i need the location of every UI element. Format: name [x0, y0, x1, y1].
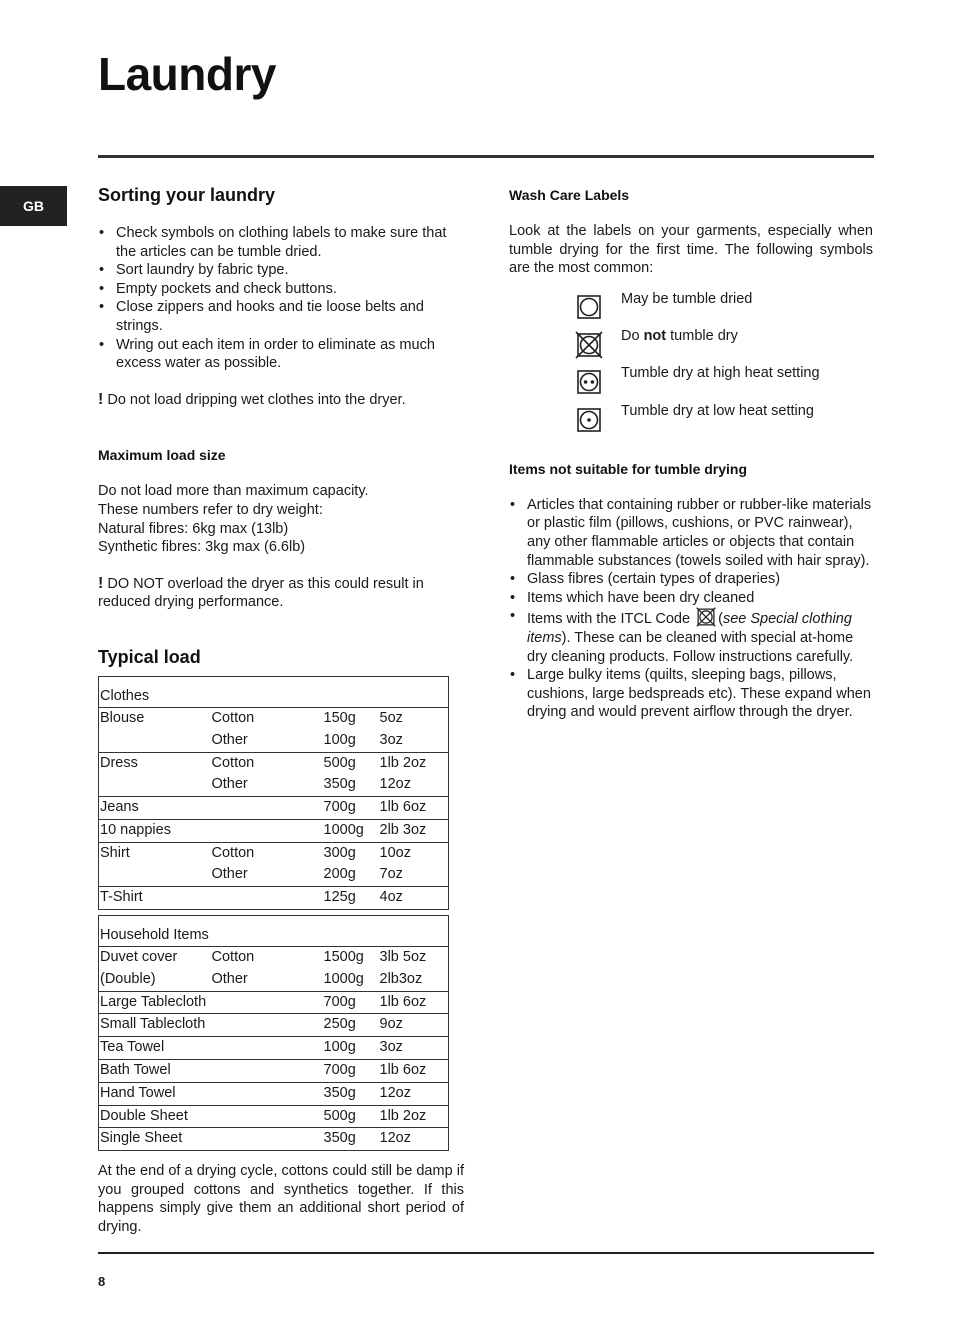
fabric-cell: Other — [211, 866, 248, 883]
clothes-table — [98, 676, 449, 910]
ounces-cell: 5oz — [379, 707, 449, 729]
max-load-line: Do not load more than maximum capacity. — [98, 483, 369, 500]
wash-care-heading: Wash Care Labels — [509, 187, 630, 203]
typical-load-heading: Typical load — [98, 646, 201, 667]
symbol-row — [509, 402, 873, 432]
fabric-cell: Cotton — [211, 842, 323, 864]
ounces-cell: 1lb 6oz — [379, 991, 449, 1014]
wash-care-symbols — [509, 290, 873, 440]
warning-mark: ! — [98, 390, 104, 408]
item-cell: Double Sheet — [99, 1105, 211, 1128]
fabric-cell — [211, 1105, 323, 1128]
item-cell — [99, 730, 211, 752]
list-item: • Empty pockets and check buttons. — [98, 280, 464, 299]
table-row — [99, 1060, 449, 1083]
grams-cell: 100g — [323, 1037, 379, 1060]
item-cell: T-Shirt — [99, 887, 211, 910]
list-item — [509, 607, 873, 666]
symbol-label-post: tumble dry — [666, 327, 738, 344]
grams-cell: 300g — [323, 842, 379, 864]
ounces-cell: 4oz — [379, 887, 449, 910]
ounces-cell: 1lb 2oz — [379, 752, 449, 774]
item-cell — [99, 774, 211, 796]
fabric-cell — [211, 1082, 323, 1105]
page-number: 8 — [98, 1274, 106, 1289]
symbol-label — [621, 327, 738, 346]
item-cell: Blouse — [99, 707, 211, 729]
ounces-cell: 12oz — [379, 776, 411, 793]
itcl-paren: ( — [718, 611, 723, 628]
fabric-cell — [211, 797, 323, 820]
header-divider — [98, 155, 874, 158]
table-row — [99, 752, 449, 774]
ounces-cell: 10oz — [379, 842, 449, 864]
page-title: Laundry — [98, 48, 276, 100]
item-cell: (Double) — [100, 970, 156, 987]
ounces-cell: 12oz — [379, 1128, 449, 1151]
itcl-code-icon — [696, 607, 716, 627]
table-row — [99, 1014, 449, 1037]
item-cell: Duvet cover — [99, 947, 211, 969]
fabric-cell — [211, 1014, 323, 1037]
tumble-dry-icon — [577, 295, 601, 319]
max-load-heading: Maximum load size — [98, 447, 226, 464]
item-cell: Tea Towel — [99, 1037, 211, 1060]
ounces-cell: 3oz — [379, 1037, 449, 1060]
table-row — [99, 774, 449, 796]
item-cell: Bath Towel — [99, 1060, 211, 1083]
grams-cell: 100g — [323, 731, 356, 748]
fabric-cell: Cotton — [211, 707, 323, 729]
table-row — [99, 707, 449, 729]
table-row — [99, 797, 449, 820]
symbol-row — [509, 290, 873, 320]
fabric-cell — [211, 887, 323, 910]
table-row — [99, 864, 449, 886]
grams-cell: 700g — [323, 991, 379, 1014]
ounces-cell: 9oz — [379, 1014, 449, 1037]
item-cell: Shirt — [99, 842, 211, 864]
max-load-line: These numbers refer to dry weight: — [98, 501, 323, 518]
footer-divider — [98, 1252, 874, 1254]
fabric-cell: Other — [211, 970, 248, 987]
list-item: • Large bulky items (quilts, sleeping bags, pillows, cushions, large bedspreads etc). These expand when drying and would prevent airflow through the dryer. — [509, 666, 873, 722]
symbol-row — [509, 364, 873, 394]
table-row — [99, 1037, 449, 1060]
table-header-row — [99, 916, 449, 947]
table-row — [99, 842, 449, 864]
sorting-warning-text: Do not load dripping wet clothes into the dryer. — [107, 391, 406, 408]
item-cell: Jeans — [99, 797, 211, 820]
tumble-dry-high-heat-icon — [577, 370, 601, 394]
grams-cell: 500g — [323, 1105, 379, 1128]
max-load-warning-text: DO NOT overload the dryer as this could result in reduced drying performance. — [98, 575, 424, 611]
sorting-list — [98, 224, 464, 373]
clothes-table-header: Clothes — [100, 687, 150, 704]
ounces-cell: 3oz — [379, 731, 403, 748]
max-load-warning — [98, 575, 464, 612]
fabric-cell: Other — [211, 776, 248, 793]
symbol-label: Tumble dry at high heat setting — [621, 364, 820, 381]
fabric-cell: Cotton — [211, 947, 323, 969]
list-item: • Glass fibres (certain types of draperies) — [509, 570, 873, 589]
sorting-heading: Sorting your laundry — [98, 185, 276, 205]
list-item: • Wring out each item in order to eliminate as much excess water as possible. — [98, 336, 464, 373]
table-row — [99, 991, 449, 1014]
itcl-see-special: see Special clothing items — [527, 611, 852, 646]
grams-cell: 150g — [323, 707, 379, 729]
list-item: • Articles that containing rubber or rubber-like materials or plastic film (pillows, cushions, or PVC rainwear), any other flammable articles or objects that contain flammable substances (towels soiled with hair spray). — [509, 496, 873, 570]
item-cell: Small Tablecloth — [99, 1014, 211, 1037]
max-load-text — [98, 482, 464, 556]
fabric-cell — [211, 819, 323, 842]
table-row — [99, 969, 449, 991]
item-cell: Dress — [99, 752, 211, 774]
table-row — [99, 1105, 449, 1128]
table-row — [99, 1128, 449, 1151]
fabric-cell: Cotton — [211, 752, 323, 774]
max-load-line: Natural fibres: 6kg max (13lb) — [98, 520, 289, 537]
household-table — [98, 915, 449, 1151]
sorting-warning — [98, 391, 464, 410]
ounces-cell: 12oz — [379, 1082, 449, 1105]
table-row — [99, 887, 449, 910]
warning-mark: ! — [98, 574, 104, 592]
symbol-label-bold: not — [643, 327, 667, 344]
item-cell: Single Sheet — [99, 1128, 211, 1151]
grams-cell: 350g — [323, 1082, 379, 1105]
item-cell: 10 nappies — [99, 819, 211, 842]
grams-cell: 1000g — [323, 970, 364, 987]
ounces-cell: 1lb 6oz — [379, 797, 449, 820]
ounces-cell: 1lb 2oz — [379, 1105, 449, 1128]
table-row — [99, 947, 449, 969]
grams-cell: 1000g — [323, 819, 379, 842]
itcl-text-post: ). These can be cleaned with special at-home dry cleaning products. Follow instructions carefully. — [527, 629, 854, 665]
fabric-cell — [211, 1037, 323, 1060]
ounces-cell: 2lb3oz — [379, 970, 423, 987]
right-column — [509, 186, 873, 722]
not-suitable-heading: Items not suitable for tumble drying — [509, 460, 748, 477]
ounces-cell: 3lb 5oz — [379, 947, 449, 969]
list-item: • Sort laundry by fabric type. — [98, 261, 464, 280]
fabric-cell — [211, 1060, 323, 1083]
list-item: • Close zippers and hooks and tie loose belts and strings. — [98, 298, 464, 335]
ounces-cell: 7oz — [379, 866, 403, 883]
grams-cell: 1500g — [323, 947, 379, 969]
grams-cell: 700g — [323, 797, 379, 820]
typical-load-note: At the end of a drying cycle, cottons could still be damp if you grouped cottons and synthetics together. If this happens simply give them an additional short period of drying. — [98, 1163, 464, 1236]
table-header-row — [99, 676, 449, 707]
table-row — [99, 730, 449, 752]
symbol-label: Tumble dry at low heat setting — [621, 402, 814, 419]
symbol-row — [509, 327, 873, 357]
wash-care-intro: Look at the labels on your garments, especially when tumble drying for the first time. The following symbols are the most common: — [509, 223, 873, 277]
grams-cell: 200g — [323, 866, 356, 883]
item-cell: Large Tablecloth — [99, 991, 211, 1014]
not-suitable-list — [509, 496, 873, 722]
list-item: • Items which have been dry cleaned — [509, 589, 873, 608]
symbol-label-pre: Do — [621, 327, 644, 344]
symbol-label: May be tumble dried — [621, 290, 753, 307]
grams-cell: 500g — [323, 752, 379, 774]
fabric-cell — [211, 1128, 323, 1151]
ounces-cell: 1lb 6oz — [379, 1060, 449, 1083]
language-tab: GB — [0, 186, 67, 226]
itcl-text: Items with the ITCL Code — [527, 611, 691, 628]
household-table-header: Household Items — [100, 927, 209, 944]
tumble-dry-low-heat-icon — [577, 408, 601, 432]
list-item: • Check symbols on clothing labels to make sure that the articles can be tumble dried. — [98, 224, 464, 261]
table-row — [99, 1082, 449, 1105]
max-load-line: Synthetic fibres: 3kg max (6.6lb) — [98, 539, 306, 556]
grams-cell: 125g — [323, 887, 379, 910]
fabric-cell: Other — [211, 731, 248, 748]
left-column — [98, 184, 464, 1237]
grams-cell: 250g — [323, 1014, 379, 1037]
grams-cell: 700g — [323, 1060, 379, 1083]
table-row — [99, 819, 449, 842]
grams-cell: 350g — [323, 776, 356, 793]
ounces-cell: 2lb 3oz — [379, 819, 449, 842]
grams-cell: 350g — [323, 1128, 379, 1151]
item-cell — [99, 864, 211, 886]
do-not-tumble-dry-icon — [575, 331, 603, 359]
fabric-cell — [211, 991, 323, 1014]
item-cell: Hand Towel — [99, 1082, 211, 1105]
